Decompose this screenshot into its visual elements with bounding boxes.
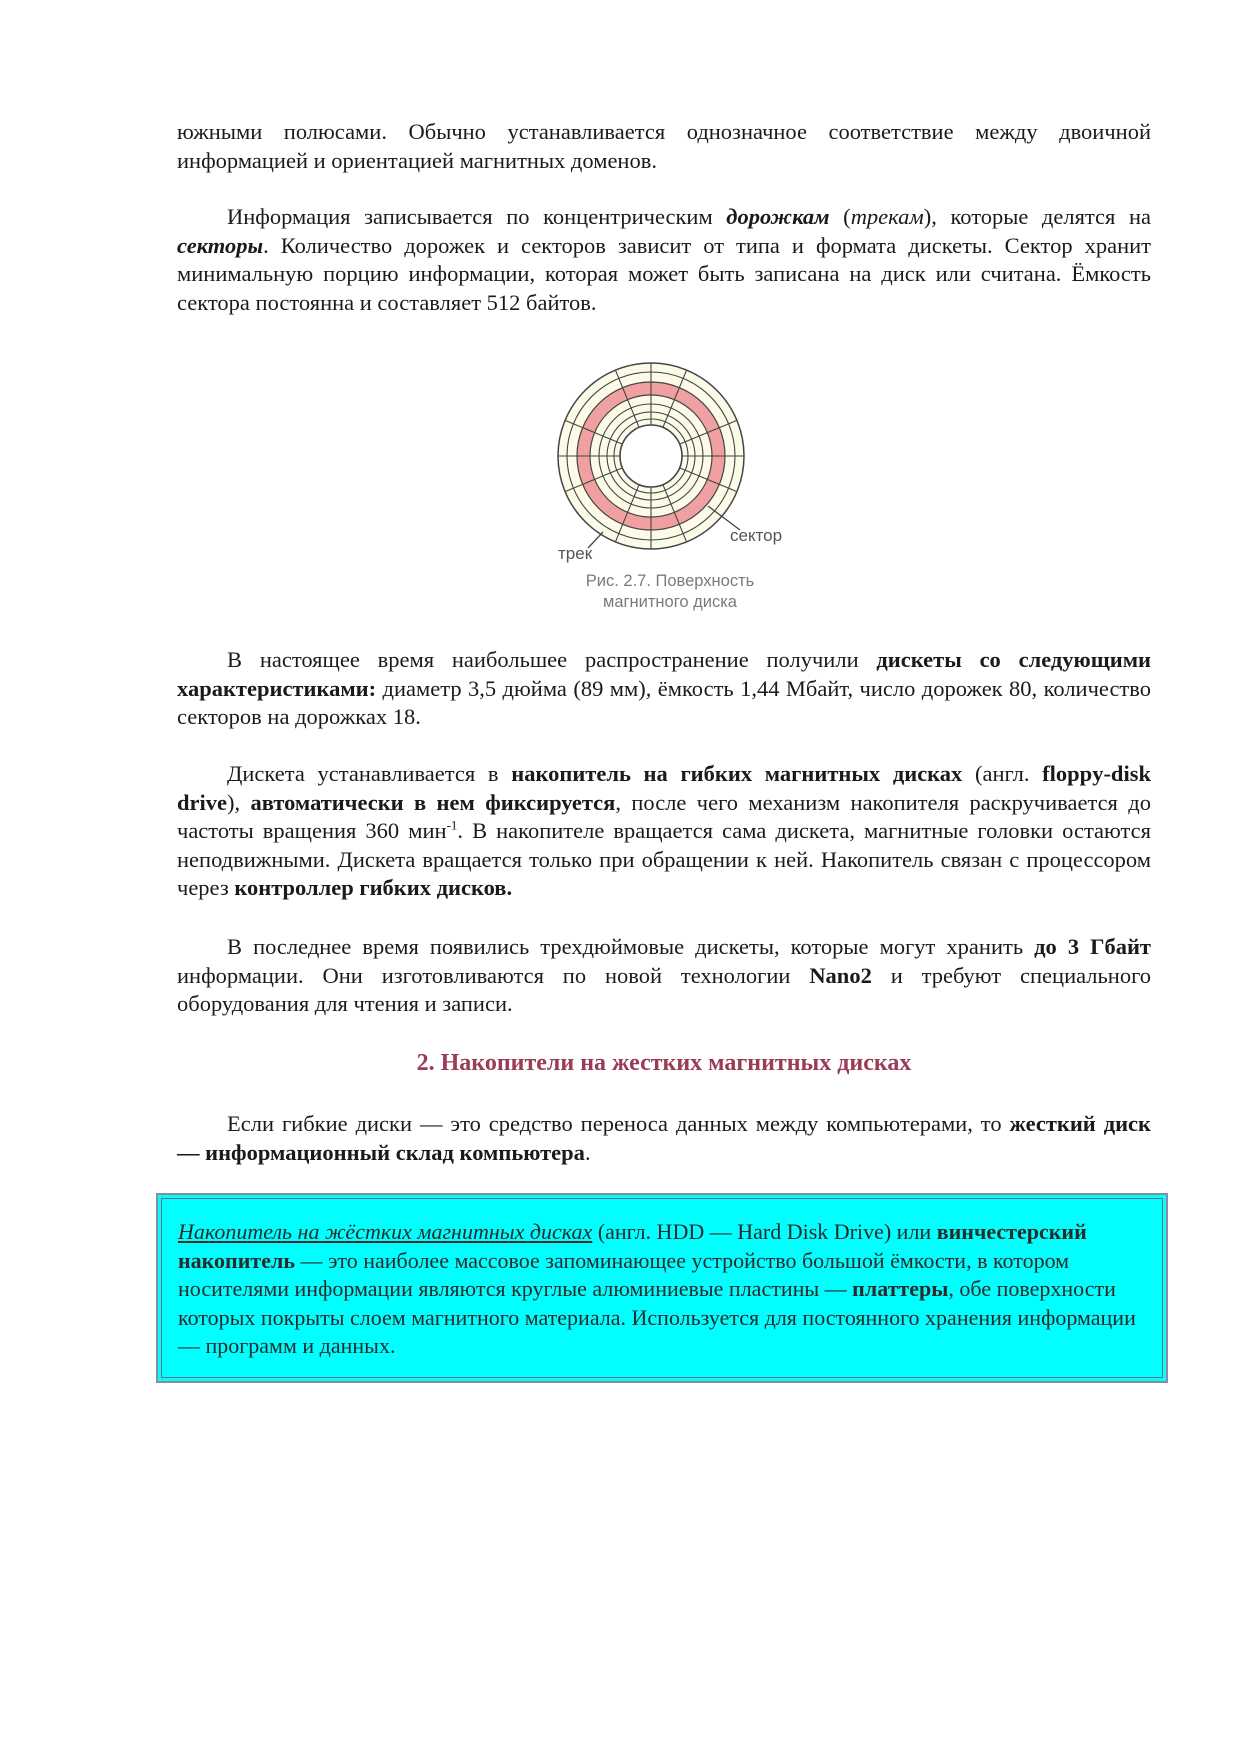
definition-text <box>178 1218 1152 1361</box>
bold-run: платтеры <box>852 1276 949 1301</box>
disk-surface-figure <box>540 352 800 620</box>
text-run: Если гибкие диски — это средство переноса данных между компьютерами, то <box>227 1111 1010 1136</box>
text-run: (англ. HDD — Hard Disk Drive) или <box>592 1219 937 1244</box>
paragraph-diskette-specs <box>177 646 1151 732</box>
text-run: , после чего механизм накопителя раскручивается до частоты вращения 360 мин <box>177 789 1151 843</box>
superscript: -1 <box>446 817 458 833</box>
text-run: ), <box>227 789 251 815</box>
text-run: ), которые делятся на <box>923 204 1152 229</box>
section-heading: 2. Накопители на жестких магнитных дисках <box>416 1050 912 1076</box>
text-run: Дискета устанавливается в <box>227 761 512 786</box>
text-run: . В накопителе вращается сама дискета, магнитные головки остаются неподвижными. Дискета вращается только при обращении к ней. Накопитель связан с процессором через <box>177 818 1151 900</box>
label-sector: сектор <box>730 526 783 545</box>
term-sectors: секторы <box>177 232 264 258</box>
text-run: . <box>584 1139 591 1165</box>
text-run: В последнее время появились трехдюймовые дискеты, которые могут хранить <box>227 934 1035 959</box>
paragraph-tracks-sectors <box>177 203 1151 317</box>
text-run: диаметр 3,5 дюйма (89 мм), ёмкость 1,44 Мбайт, число дорожек 80, количество секторов на дорожках 18. <box>177 675 1151 729</box>
bold-run: floppy-disk drive <box>177 761 1151 815</box>
bold-run: контроллер гибких дисков. <box>234 875 513 900</box>
text-run: Информация записывается по концентрическим <box>227 204 727 229</box>
definition-term: Накопитель на жёстких магнитных дисках <box>178 1219 593 1244</box>
bold-run: винчестерский накопитель <box>178 1219 1087 1273</box>
disk-center-hole <box>620 425 682 487</box>
caption-line: Рис. 2.7. Поверхность <box>585 572 755 590</box>
text-run: В настоящее время наибольшее распространение получили <box>227 647 877 672</box>
paragraph-floppy-drive <box>177 760 1151 903</box>
term-tracks: дорожкам <box>726 204 830 229</box>
bold-run: накопитель на гибких магнитных дисках <box>511 761 963 786</box>
text-run: информации. Они изготовливаются по новой технологии <box>177 962 810 988</box>
paragraph-hard-disk-intro <box>177 1110 1151 1167</box>
bold-run: автоматически в нем фиксируется <box>250 789 616 815</box>
figure-caption <box>540 571 800 613</box>
text-run: . Количество дорожек и секторов зависит от типа и формата дискеты. Сектор хранит минимальную порцию информации, которая может быть записана на диск или считана. Ёмкость сектора постоянна и составляет 512 байтов. <box>177 232 1151 315</box>
definition-box <box>156 1193 1168 1383</box>
text-run: (англ. <box>962 761 1043 786</box>
paragraph-text: южными полюсами. Обычно устанавливается однозначное соответствие между двоичной информацией и ориентацией магнитных доменов. <box>177 119 1151 173</box>
label-track: трек <box>558 544 593 563</box>
bold-run: Nano2 <box>809 962 872 988</box>
text-run: , обе поверхности которых покрыты слоем магнитного материала. Используется для постоянного хранения информации — программ и данных. <box>178 1276 1136 1358</box>
paragraph-magnetic-domains <box>177 118 1151 175</box>
caption-line: магнитного диска <box>603 593 737 611</box>
bold-run: дискеты со следующими характеристиками: <box>177 647 1151 701</box>
text-run: и требуют специального оборудования для чтения и записи. <box>177 962 1151 1016</box>
text-run: ( <box>829 204 851 229</box>
text-run: — это наиболее массовое запоминающее устройство большой ёмкости, в котором носителями информации являются круглые алюминиевые пластины — <box>178 1247 1070 1301</box>
term-treks: трекам <box>850 204 924 229</box>
bold-run: жесткий диск — информационный склад компьютера <box>177 1111 1152 1165</box>
paragraph-three-inch-diskettes <box>177 933 1151 1019</box>
bold-run: до 3 Гбайт <box>1034 934 1151 959</box>
